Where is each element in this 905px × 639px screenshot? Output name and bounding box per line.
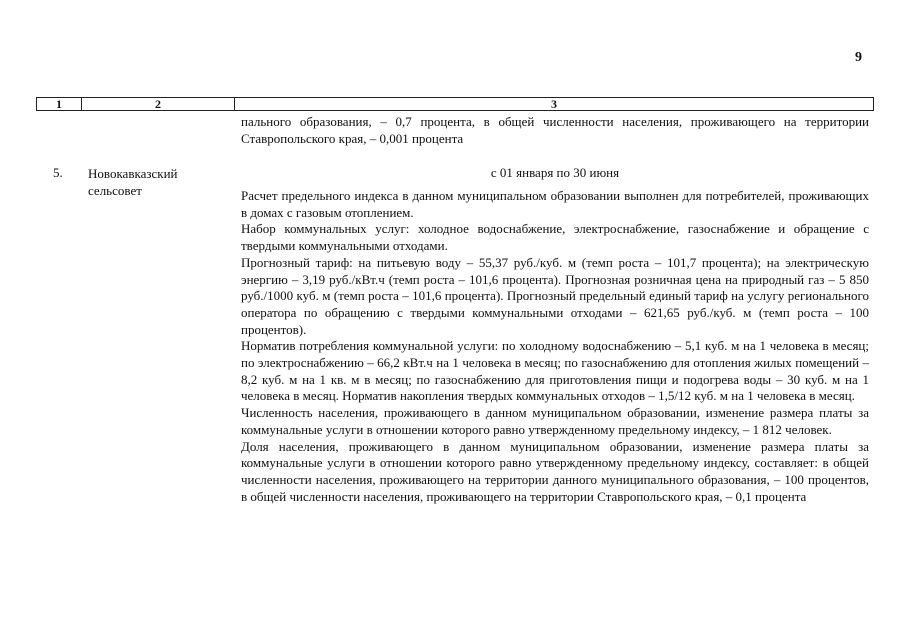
municipality-name: Новокавказский сельсовет [88,166,178,198]
period-heading: с 01 января по 30 июня [490,165,620,180]
paragraph-population-count: Численность населения, проживающего в данном муниципальном образовании, изменение размера платы за коммунальные услуги в отношении которого равно утвержденному предельному индексу, – 1 812 человек. [241,405,869,437]
row-content [241,188,869,505]
paragraph-consumption-norms: Норматив потребления коммунальной услуги: по холодному водоснабжению – 5,1 куб. м на 1 человека в месяц; по электроснабжению – 66,2 кВт.ч на 1 человека в месяц; по газоснабжению для отопления жилых помещений – 8,2 куб. м на 1 кв. м в месяц; по газоснабжению для приготовления пищи и подогрева воды – 30 куб. м на 1 человека в месяц. Норматив накопления твердых коммунальных отходов – 1,5/12 куб. м на 1 человека в месяц. [241,338,869,404]
paragraph-services-set: Набор коммунальных услуг: холодное водоснабжение, электроснабжение, газоснабжение и обращение с твердыми коммунальными отходами. [241,221,869,254]
continued-text: пального образования, – 0,7 процента, в общей численности населения, проживающего на территории Ставропольского края, – 0,001 процента [241,114,869,146]
page-number: 9 [855,50,862,65]
continued-paragraph [241,114,869,147]
paragraph-tariffs: Прогнозный тариф: на питьевую воду – 55,37 руб./куб. м (темп роста – 101,7 процента); на электрическую энергию – 3,19 руб./кВт.ч (темп роста – 101,6 процента). Прогнозная розничная цена на природный газ – 5 850 руб./1000 куб. м (темп роста – 101,6 процента). Прогнозный предельный единый тариф на услугу регионального оператора по обращению с твердыми коммунальными отходами – 621,65 руб./куб. м (темп роста – 100 процентов). [241,254,869,337]
column-header-1: 1 [37,98,82,110]
table-column-header [36,97,874,111]
column-header-3: 3 [551,97,557,111]
paragraph-calculation-basis: Расчет предельного индекса в данном муниципальном образовании выполнен для потребителей, проживающих в домах с газовым отоплением. [241,188,869,220]
row-number: 5. [53,165,63,180]
column-header-2: 2 [82,98,235,110]
paragraph-population-share: Доля населения, проживающего в данном муниципальном образовании, изменение размера платы за коммунальные услуги в отношении которого равно утвержденному предельному индексу, составляет: в общей численности населения, проживающего на территории данного муниципального образования, – 100 процентов, в общей численности населения, проживающего на территории Ставропольского края, – 0,1 процента [241,438,869,504]
